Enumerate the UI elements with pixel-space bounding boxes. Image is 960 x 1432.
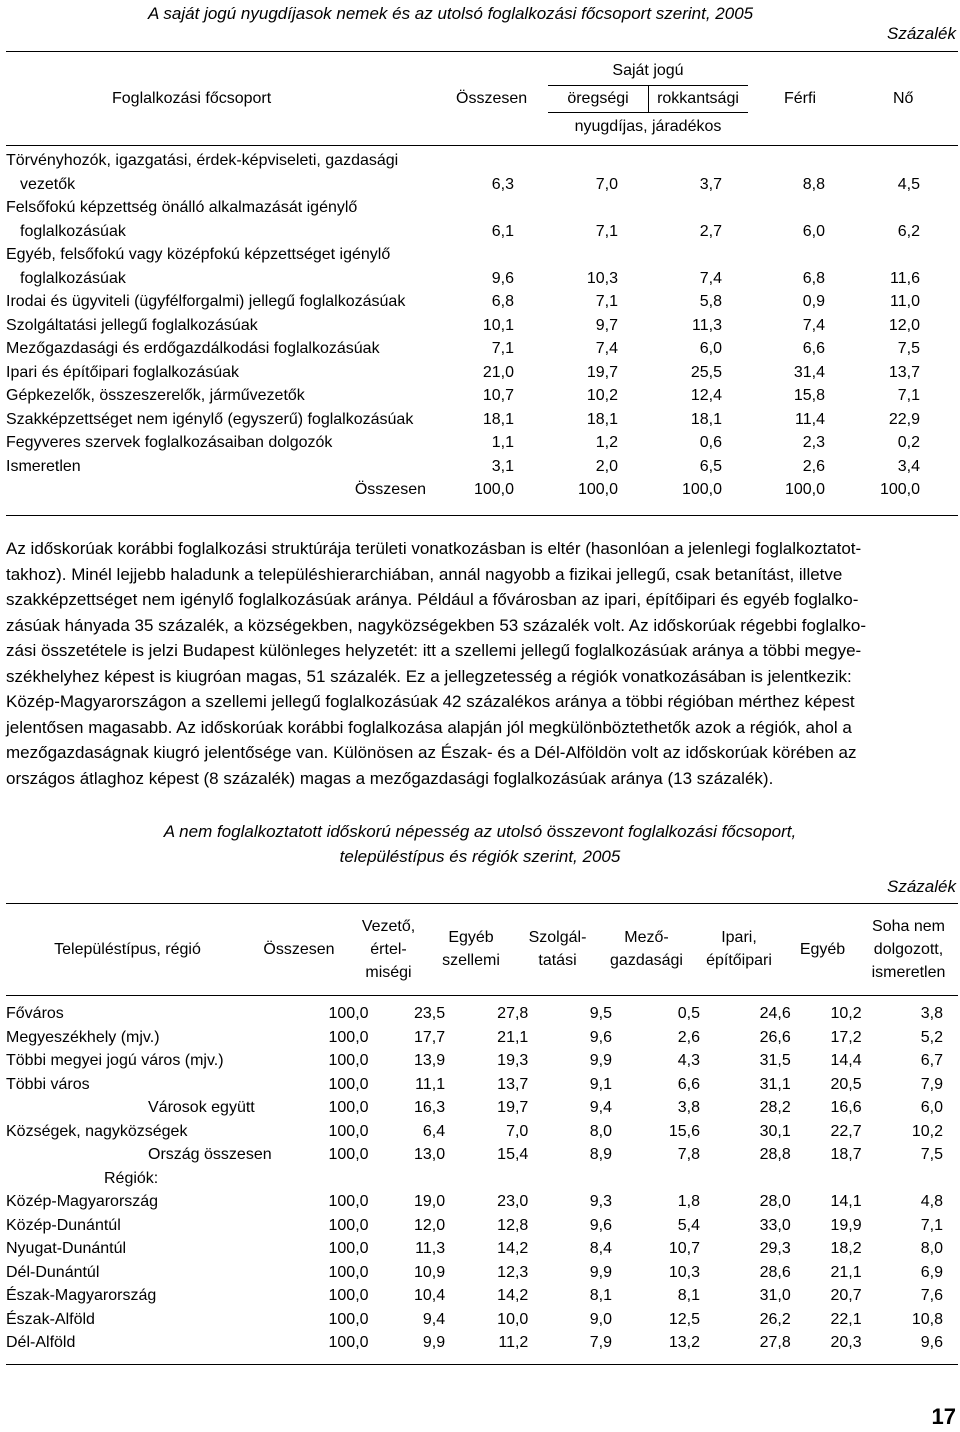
table1-bottom-rule xyxy=(6,515,958,516)
t1-header-sub-rule xyxy=(548,112,748,113)
cell-industry: 31,5 xyxy=(759,1052,791,1069)
table-row xyxy=(6,408,920,432)
cell-female: 3,4 xyxy=(897,457,920,475)
cell-disability: 7,4 xyxy=(699,269,722,287)
table-row xyxy=(6,1167,943,1191)
cell-never-worked: 4,8 xyxy=(920,1193,943,1210)
t1-header-sub: nyugdíjas, járadékos xyxy=(574,118,722,135)
table1-body xyxy=(6,149,920,502)
row-label: Egyéb, felsőfokú vagy középfokú képzettséget igénylő xyxy=(6,246,391,263)
paragraph-line: Közép-Magyarországon a szellemi jellegű foglalkozásúak 42 százalékos aránya a többi régióban mérthez képest xyxy=(6,692,855,711)
cell-total: 6,1 xyxy=(491,222,514,240)
cell-agriculture: 10,7 xyxy=(668,1240,700,1257)
cell-disability: 12,4 xyxy=(690,387,722,404)
table-row xyxy=(6,220,920,244)
t2-header-other xyxy=(786,938,859,961)
row-label: Közép-Dunántúl xyxy=(6,1216,121,1234)
row-label: Szolgáltatási jellegű foglalkozásúak xyxy=(6,316,258,334)
cell-old-age: 7,1 xyxy=(595,222,618,240)
cell-other-white-collar: 14,2 xyxy=(497,1240,529,1257)
cell-other-white-collar: 13,7 xyxy=(497,1075,529,1093)
cell-old-age: 19,7 xyxy=(586,363,618,381)
cell-male: 6,8 xyxy=(802,269,825,287)
header-line: Soha nem xyxy=(872,917,945,935)
cell-female: 22,9 xyxy=(888,410,920,428)
table-row xyxy=(6,196,920,220)
row-label: Ismeretlen xyxy=(6,457,81,475)
cell-other-white-collar: 21,1 xyxy=(497,1028,529,1046)
table-row xyxy=(6,1190,943,1214)
cell-never-worked: 6,7 xyxy=(920,1052,943,1069)
row-label: foglalkozásúak xyxy=(20,269,126,287)
cell-agriculture: 1,8 xyxy=(677,1193,700,1210)
cell-never-worked: 10,8 xyxy=(911,1310,943,1328)
cell-female: 4,5 xyxy=(897,175,920,193)
cell-leaders: 16,3 xyxy=(413,1099,446,1116)
cell-total: 21,0 xyxy=(482,363,514,381)
cell-total: 100,0 xyxy=(328,1028,369,1046)
cell-other: 20,3 xyxy=(830,1334,862,1351)
cell-male: 2,3 xyxy=(802,434,825,451)
table-row xyxy=(6,1073,943,1097)
t1-header-super: Saját jogú xyxy=(612,62,684,79)
row-label: Gépkezelők, összeszerelők, járművezetők xyxy=(6,387,305,404)
table-row xyxy=(6,1096,943,1120)
cell-old-age: 10,3 xyxy=(586,269,618,287)
cell-total: 100,0 xyxy=(328,1287,369,1304)
cell-total: 100,0 xyxy=(328,1075,369,1093)
table-row xyxy=(6,173,920,197)
paragraph-line: mezőgazdaságnak kiugró jelentősége van. Különösen az Észak- és a Dél-Alföldön volt az időskorúak körében az xyxy=(6,743,857,762)
table1-unit: Százalék xyxy=(887,24,956,43)
cell-female: 6,2 xyxy=(897,222,920,240)
cell-male: 31,4 xyxy=(793,363,825,381)
cell-industry: 28,2 xyxy=(759,1099,791,1116)
header-line: építőipari xyxy=(706,952,772,969)
cell-industry: 29,3 xyxy=(759,1240,791,1257)
t2-header-leaders xyxy=(349,915,428,984)
row-label: Dél-Alföld xyxy=(6,1334,76,1351)
table1-title: A saját jogú nyugdíjasok nemek és az utolsó foglalkozási főcsoport szerint, 2005 xyxy=(148,4,754,23)
cell-total: 3,1 xyxy=(491,457,514,475)
cell-agriculture: 15,6 xyxy=(668,1122,700,1140)
cell-disability: 11,3 xyxy=(692,316,722,334)
row-label: Nyugat-Dunántúl xyxy=(6,1240,127,1257)
table-row xyxy=(6,267,920,291)
row-label: Dél-Dunántúl xyxy=(6,1263,100,1281)
cell-leaders: 9,9 xyxy=(422,1334,446,1351)
cell-disability: 100,0 xyxy=(681,481,722,498)
cell-male: 2,6 xyxy=(802,457,825,475)
table2-bottom-rule xyxy=(6,1364,958,1365)
cell-services: 9,9 xyxy=(589,1052,613,1069)
cell-old-age: 10,2 xyxy=(586,387,618,404)
cell-industry: 31,1 xyxy=(759,1075,791,1093)
paragraph-line: takhoz). Minél lejjebb haladunk a településhierarchiában, annál nagyobb a fizikai jellegű, csak betanítást, illetve xyxy=(6,564,843,584)
table-row xyxy=(6,1002,943,1026)
table1-top-rule xyxy=(6,51,958,52)
header-line: Szolgál- xyxy=(528,929,587,946)
cell-other: 22,7 xyxy=(830,1122,862,1140)
cell-other: 21,1 xyxy=(830,1263,862,1281)
cell-total: 100,0 xyxy=(328,1122,369,1140)
cell-leaders: 23,5 xyxy=(413,1005,446,1022)
t2-header-industry xyxy=(692,926,786,972)
cell-services: 9,9 xyxy=(589,1263,613,1281)
cell-male: 11,4 xyxy=(795,410,825,428)
cell-services: 8,4 xyxy=(589,1240,613,1257)
row-label: Ország összesen xyxy=(148,1146,272,1163)
cell-disability: 6,0 xyxy=(699,340,722,357)
cell-agriculture: 7,8 xyxy=(677,1146,700,1163)
cell-industry: 33,0 xyxy=(759,1216,791,1234)
table-total-row xyxy=(6,478,920,502)
cell-leaders: 6,4 xyxy=(422,1122,446,1140)
t2-header-total xyxy=(249,938,349,961)
cell-total: 7,1 xyxy=(491,340,514,357)
cell-female: 7,5 xyxy=(897,340,920,357)
row-label: Észak-Magyarország xyxy=(6,1287,157,1304)
table-row xyxy=(6,1308,943,1332)
header-line: Mező- xyxy=(624,929,669,946)
cell-total: 100,0 xyxy=(328,1146,369,1163)
cell-industry: 31,0 xyxy=(759,1287,791,1304)
table-row xyxy=(6,1120,943,1144)
cell-agriculture: 2,6 xyxy=(677,1028,700,1046)
row-label: Összesen xyxy=(354,481,426,498)
cell-total: 6,8 xyxy=(491,293,514,310)
cell-male: 8,8 xyxy=(802,175,825,193)
cell-leaders: 13,0 xyxy=(413,1146,446,1163)
paragraph-line: zási összetétele is jelzi Budapest különleges helyzetét: itt a szellemi jellegű foglalkozásúak aránya a többi megye- xyxy=(6,641,862,660)
cell-old-age: 2,0 xyxy=(595,457,618,475)
t1-header-old-age: öregségi xyxy=(567,90,629,107)
t2-header-other-white-collar xyxy=(428,926,514,972)
cell-male: 7,4 xyxy=(802,316,825,334)
table-row xyxy=(6,337,920,361)
paragraph-line: Az időskorúak korábbi foglalkozási struktúrája területi vonatkozásban is eltér (hasonlóan a jelenlegi foglalkoztatot- xyxy=(6,539,862,558)
header-line: Egyéb xyxy=(448,929,494,946)
cell-other: 16,6 xyxy=(830,1099,862,1116)
cell-total: 100,0 xyxy=(328,1334,369,1351)
cell-agriculture: 6,6 xyxy=(677,1075,700,1093)
cell-leaders: 12,0 xyxy=(413,1216,446,1234)
cell-agriculture: 3,8 xyxy=(677,1099,700,1116)
cell-other: 22,1 xyxy=(830,1310,862,1328)
cell-services: 9,6 xyxy=(589,1028,613,1046)
t1-header-female: Nő xyxy=(893,90,914,107)
cell-other: 14,1 xyxy=(830,1193,862,1210)
cell-leaders: 10,4 xyxy=(413,1287,446,1304)
cell-leaders: 19,0 xyxy=(413,1193,446,1210)
cell-total: 1,1 xyxy=(491,434,514,451)
table-row xyxy=(6,1284,943,1308)
row-label: vezetők xyxy=(20,175,76,193)
header-line: ismeretlen xyxy=(871,963,946,981)
table2-title-line2: településtípus és régiók szerint, 2005 xyxy=(339,847,621,866)
cell-other-white-collar: 12,8 xyxy=(497,1216,529,1234)
cell-services: 8,1 xyxy=(589,1287,613,1304)
cell-other: 20,5 xyxy=(830,1075,862,1093)
cell-other: 14,4 xyxy=(830,1052,862,1069)
cell-industry: 26,6 xyxy=(759,1028,791,1046)
cell-never-worked: 7,5 xyxy=(920,1146,943,1163)
row-label: foglalkozásúak xyxy=(20,222,126,240)
cell-industry: 30,1 xyxy=(759,1122,791,1140)
cell-services: 8,9 xyxy=(589,1146,613,1163)
cell-male: 6,0 xyxy=(802,222,825,240)
cell-total: 100,0 xyxy=(328,1052,369,1069)
cell-total: 100,0 xyxy=(328,1216,369,1234)
table-row xyxy=(6,455,920,479)
cell-female: 0,2 xyxy=(897,434,920,451)
cell-services: 9,6 xyxy=(589,1216,613,1234)
t2-header-agriculture xyxy=(601,926,692,972)
cell-leaders: 9,4 xyxy=(422,1310,446,1328)
paragraph-line: országos átlaghoz képest (8 százalék) magas a mezőgazdasági foglalkozásúak aránya (13 százalék). xyxy=(6,768,774,788)
table2-unit: Százalék xyxy=(887,877,956,896)
cell-disability: 0,6 xyxy=(699,434,722,451)
cell-disability: 2,7 xyxy=(699,222,722,240)
cell-other-white-collar: 14,2 xyxy=(497,1287,529,1304)
t1-header-disability: rokkantsági xyxy=(657,90,739,107)
cell-industry: 24,6 xyxy=(759,1005,791,1022)
cell-female: 11,6 xyxy=(890,269,920,287)
cell-other: 20,7 xyxy=(830,1287,862,1304)
cell-industry: 26,2 xyxy=(759,1310,791,1328)
cell-agriculture: 10,3 xyxy=(668,1263,700,1281)
cell-total: 18,1 xyxy=(482,410,514,428)
header-line: Egyéb xyxy=(799,940,846,958)
row-label: Többi megyei jogú város (mjv.) xyxy=(6,1052,224,1069)
cell-male: 0,9 xyxy=(802,293,825,310)
cell-other-white-collar: 7,0 xyxy=(506,1122,529,1140)
cell-other: 19,9 xyxy=(830,1216,862,1234)
paragraph-line: székhelyhez képest is kiugróan magas, 51 százalék. Ez a jellegzetesség a régiók vonatkozásában is jelentkezik: xyxy=(6,666,852,686)
body-paragraph xyxy=(6,536,958,791)
t2-header-region xyxy=(6,938,249,961)
cell-other: 18,2 xyxy=(830,1240,862,1257)
cell-services: 7,9 xyxy=(589,1334,613,1351)
cell-old-age: 1,2 xyxy=(595,434,618,451)
table-row xyxy=(6,1261,943,1285)
cell-total: 100,0 xyxy=(328,1310,369,1328)
cell-agriculture: 12,5 xyxy=(668,1310,700,1328)
header-line: szellemi xyxy=(442,952,500,969)
row-label: Felsőfokú képzettség önálló alkalmazását igénylő xyxy=(6,199,358,216)
cell-female: 12,0 xyxy=(888,316,920,334)
header-line: gazdasági xyxy=(610,952,683,969)
cell-agriculture: 5,4 xyxy=(677,1216,700,1234)
cell-never-worked: 7,6 xyxy=(920,1287,943,1304)
header-line: értel- xyxy=(370,940,407,958)
cell-leaders: 10,9 xyxy=(413,1263,446,1281)
row-label: Ipari és építőipari foglalkozásúak xyxy=(6,363,240,381)
cell-never-worked: 7,9 xyxy=(920,1075,943,1093)
cell-total: 100,0 xyxy=(473,481,514,498)
table2-body xyxy=(6,1002,943,1355)
cell-male: 100,0 xyxy=(784,481,825,498)
cell-never-worked: 9,6 xyxy=(920,1334,943,1351)
table1-header-rule xyxy=(6,145,958,146)
table-row xyxy=(6,243,920,267)
header-line: tatási xyxy=(538,952,577,969)
cell-agriculture: 4,3 xyxy=(677,1052,700,1069)
cell-never-worked: 6,9 xyxy=(920,1263,943,1281)
cell-leaders: 13,9 xyxy=(413,1052,446,1069)
table-row xyxy=(6,1143,943,1167)
cell-total: 100,0 xyxy=(328,1193,369,1210)
cell-female: 7,1 xyxy=(897,387,920,404)
header-line: Ipari, xyxy=(721,929,757,946)
paragraph-line: jelentősen magasabb. Az időskorúak korábbi foglalkozása alapján jól megkülönböztethetők azok a régiók, ahol a xyxy=(6,717,852,737)
row-label: Közép-Magyarország xyxy=(6,1193,159,1210)
cell-old-age: 7,4 xyxy=(595,340,618,357)
table2-header-rule xyxy=(6,995,958,996)
cell-disability: 5,8 xyxy=(699,293,722,310)
cell-agriculture: 13,2 xyxy=(668,1334,700,1351)
table-row xyxy=(6,1237,943,1261)
table-row xyxy=(6,314,920,338)
cell-industry: 28,8 xyxy=(759,1146,791,1163)
cell-total: 100,0 xyxy=(328,1005,369,1022)
cell-leaders: 17,7 xyxy=(413,1028,446,1046)
table-row xyxy=(6,1026,943,1050)
cell-other: 10,2 xyxy=(830,1005,862,1022)
row-label: Törvényhozók, igazgatási, érdek-képviseleti, gazdasági xyxy=(6,152,399,169)
row-label: Fegyveres szervek foglalkozásaiban dolgozók xyxy=(6,434,333,451)
cell-leaders: 11,3 xyxy=(415,1240,446,1257)
cell-female: 13,7 xyxy=(888,363,920,381)
cell-services: 9,5 xyxy=(589,1005,613,1022)
table-row xyxy=(6,431,920,455)
cell-disability: 6,5 xyxy=(699,457,722,475)
header-line: Összesen xyxy=(263,940,335,958)
cell-male: 6,6 xyxy=(802,340,825,357)
cell-other-white-collar: 10,0 xyxy=(497,1310,529,1328)
cell-services: 8,0 xyxy=(589,1122,613,1140)
cell-male: 15,8 xyxy=(793,387,825,404)
paragraph-line: szakképzettséget nem igénylő foglalkozásúak aránya. Például a fővárosban az ipari, építőipari és egyéb foglalko- xyxy=(6,590,859,609)
cell-services: 9,3 xyxy=(589,1193,613,1210)
cell-never-worked: 10,2 xyxy=(911,1122,943,1140)
cell-old-age: 100,0 xyxy=(577,481,618,498)
header-line: Településtípus, régió xyxy=(54,940,201,958)
cell-industry: 27,8 xyxy=(759,1334,791,1351)
header-line: miségi xyxy=(365,963,412,981)
cell-disability: 25,5 xyxy=(690,363,722,381)
row-label: Főváros xyxy=(6,1005,64,1022)
cell-never-worked: 8,0 xyxy=(920,1240,943,1257)
cell-services: 9,0 xyxy=(589,1310,613,1328)
row-label: Többi város xyxy=(6,1075,90,1093)
cell-never-worked: 6,0 xyxy=(920,1099,943,1116)
cell-total: 6,3 xyxy=(491,175,514,193)
cell-female: 100,0 xyxy=(879,481,920,498)
cell-other-white-collar: 19,3 xyxy=(497,1052,529,1069)
t1-header-group: Foglalkozási főcsoport xyxy=(112,90,272,107)
cell-total: 10,7 xyxy=(482,387,514,404)
cell-total: 100,0 xyxy=(328,1099,369,1116)
table2-top-rule xyxy=(6,903,958,904)
cell-disability: 18,1 xyxy=(690,410,722,428)
row-label: Irodai és ügyviteli (ügyfélforgalmi) jellegű foglalkozásúak xyxy=(6,293,406,310)
cell-disability: 3,7 xyxy=(699,175,722,193)
cell-agriculture: 8,1 xyxy=(677,1287,700,1304)
table-row xyxy=(6,290,920,314)
cell-old-age: 7,0 xyxy=(595,175,618,193)
table-row xyxy=(6,1049,943,1073)
row-label: Régiók: xyxy=(104,1169,159,1187)
table-row xyxy=(6,361,920,385)
t1-header-male: Férfi xyxy=(784,90,816,107)
cell-other-white-collar: 15,4 xyxy=(497,1146,529,1163)
row-label: Észak-Alföld xyxy=(6,1310,95,1328)
cell-other-white-collar: 11,2 xyxy=(498,1334,529,1351)
table-row xyxy=(6,149,920,173)
cell-industry: 28,6 xyxy=(759,1263,791,1281)
cell-other-white-collar: 12,3 xyxy=(497,1263,529,1281)
row-label: Városok együtt xyxy=(148,1099,255,1116)
cell-services: 9,4 xyxy=(589,1099,613,1116)
cell-other-white-collar: 19,7 xyxy=(497,1099,529,1116)
cell-female: 11,0 xyxy=(890,293,920,310)
cell-other: 17,2 xyxy=(830,1028,862,1046)
row-label: Mezőgazdasági és erdőgazdálkodási foglalkozásúak xyxy=(6,340,380,357)
cell-other-white-collar: 27,8 xyxy=(497,1005,529,1022)
table-row xyxy=(6,384,920,408)
t2-header-services xyxy=(514,926,601,972)
cell-total: 100,0 xyxy=(328,1240,369,1257)
cell-old-age: 18,1 xyxy=(586,410,618,428)
cell-industry: 28,0 xyxy=(759,1193,791,1210)
t2-header-never-worked xyxy=(859,915,958,984)
cell-never-worked: 7,1 xyxy=(920,1216,943,1234)
cell-total: 100,0 xyxy=(328,1263,369,1281)
table-row xyxy=(6,1214,943,1238)
header-line: dolgozott, xyxy=(873,940,944,958)
header-line: Vezető, xyxy=(361,917,416,935)
cell-total: 9,6 xyxy=(491,269,514,287)
paragraph-line: zásúak hányada 35 százalék, a községekben, nagyközségekben 53 százalék volt. Az időskorúak régebbi foglalko- xyxy=(6,615,866,635)
table2-title-line1: A nem foglalkoztatott időskorú népesség az utolsó összevont foglalkozási főcsoport, xyxy=(163,822,797,841)
cell-agriculture: 0,5 xyxy=(677,1005,700,1022)
cell-total: 10,1 xyxy=(482,316,514,334)
cell-never-worked: 3,8 xyxy=(920,1005,943,1022)
cell-other-white-collar: 23,0 xyxy=(497,1193,529,1210)
cell-old-age: 9,7 xyxy=(595,316,618,334)
cell-old-age: 7,1 xyxy=(595,293,618,310)
table-row xyxy=(6,1331,943,1355)
page-number: 17 xyxy=(931,1404,956,1429)
cell-leaders: 11,1 xyxy=(415,1075,446,1093)
t1-header-total: Összesen xyxy=(456,90,528,107)
cell-other: 18,7 xyxy=(830,1146,862,1163)
row-label: Szakképzettséget nem igénylő (egyszerű) foglalkozásúak xyxy=(6,410,414,428)
row-label: Megyeszékhely (mjv.) xyxy=(6,1028,160,1046)
row-label: Községek, nagyközségek xyxy=(6,1122,188,1140)
cell-services: 9,1 xyxy=(589,1075,613,1093)
cell-never-worked: 5,2 xyxy=(920,1028,943,1046)
